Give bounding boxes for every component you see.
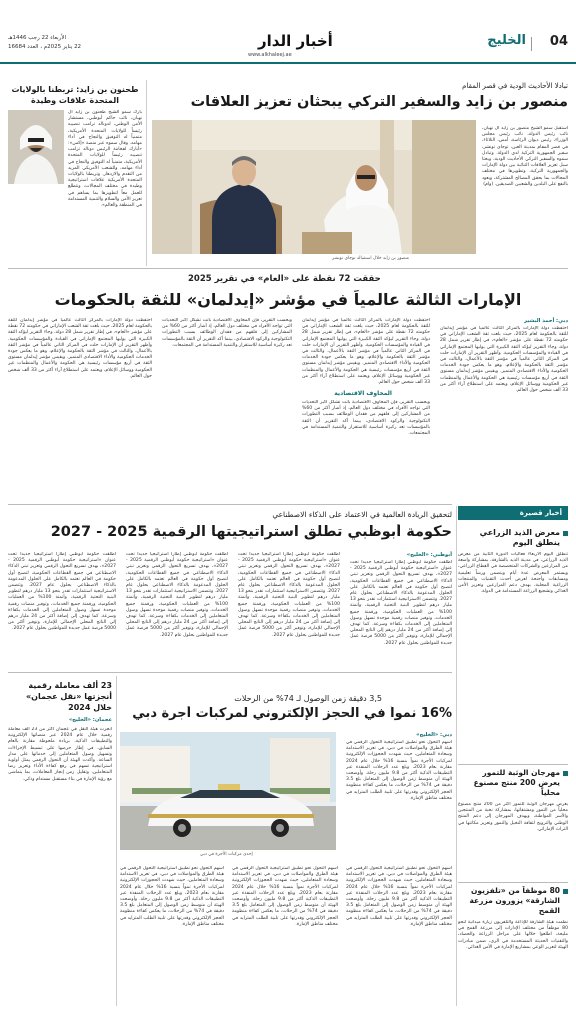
lead-kicker: تبادلا الأحاديث الودية في قصر المقام — [462, 82, 568, 90]
column-divider-ajman — [116, 676, 117, 1006]
story3-body-col2: أطلقت حكومة أبوظبي إطاراً استراتيجياً جديداً تحت عنوان «استراتيجية حكومة أبوظبي الرقمية 2025 - 2027»، بهدف تسريع التحول الرقمي وتعزيز تبني الذكاء الاصطناعي في جميع القطاعات الحكومية، لتصبح أول حكومة في العالم تعتمد بالكامل على الحلول المدعومة بالذكاء الاصطناعي بحلول عام 2027. وتتضمن الاستراتيجية استثمارات تقدر بنحو 13 مليار درهم لتطوير البنية التحتية الرقمية، وأتمتة 100% من العمليات الحكومية، ورقمنة جميع الخدمات، وتوفير منصات رقمية موحدة تسهل وصول المتعاملين إلى الخدمات بكفاءة وسرعة. كما تهدف إلى إضافة أكثر من 24 مليار درهم إلى الناتج المحلي الإجمالي للإمارة، وتوفير أكثر من 5000 فرصة عمل جديدة للمواطنين بحلول عام 2027. — [238, 552, 340, 638]
story4-body: أسهم التحول نحو تطبيق استراتيجية التحول الرقمي في هيئة الطرق والمواصلات في دبي، في تعزيز الاستدامة وسعادة المتعاملين، حيث شهدت الحجوزات الإلكترونية لمركبات الأجرة نمواً بنسبة 16% خلال عام 2024 مقارنة بعام 2023، وبلغ عدد الرحلات المنفذة عبر التطبيقات الذكية أكثر من 9.8 مليون رحلة. وأوضحت الهيئة أن متوسط زمن الوصول إلى المتعامل بلغ 3.5 دقيقة في 74% من الرحلات، ما يعكس كفاءة منظومة الحجز الإلكتروني وقدرتها على تلبية الطلب المتزايد في مختلف مناطق الإمارة. — [346, 740, 452, 801]
masthead — [0, 0, 576, 58]
brand-logo: الخليج — [487, 33, 526, 48]
brief-body: نظمت هيئة الشارقة للإذاعة والتلفزيون زيارة ميدانية لنحو 80 موظفاً من مختلف الإدارات إلى مزرعة القمح في مليحة، اطلعوا خلالها على مراحل الزراعة والحصاد، والتقنيات الحديثة المستخدمة في الري، ضمن مبادرات الهيئة لتعزيز الوعي بمشاريع الإمارة في الأمن الغذائي. — [458, 920, 568, 950]
story4-kicker: 3,5 دقيقة زمن الوصول لـ 74% من الرحلات — [234, 694, 382, 703]
story3-headline: حكومة أبوظبي تطلق استراتيجيتها الرقمية 2025 - 2027 — [50, 524, 452, 540]
story3-body-col3: أطلقت حكومة أبوظبي إطاراً استراتيجياً جديداً تحت عنوان «استراتيجية حكومة أبوظبي الرقمية 2025 - 2027»، بهدف تسريع التحول الرقمي وتعزيز تبني الذكاء الاصطناعي في جميع القطاعات الحكومية، لتصبح أول حكومة في العالم تعتمد بالكامل على الحلول المدعومة بالذكاء الاصطناعي بحلول عام 2027. وتتضمن الاستراتيجية استثمارات تقدر بنحو 13 مليار درهم لتطوير البنية التحتية الرقمية، وأتمتة 100% من العمليات الحكومية، ورقمنة جميع الخدمات، وتوفير منصات رقمية موحدة تسهل وصول المتعاملين إلى الخدمات بكفاءة وسرعة. كما تهدف إلى إضافة أكثر من 24 مليار درهم إلى الناتج المحلي الإجمالي للإمارة، وتوفير أكثر من 5000 فرصة عمل جديدة للمواطنين بحلول عام 2027. — [126, 552, 228, 638]
story-dubai-taxi — [120, 676, 452, 1006]
story2-headline: الإمارات الثالثة عالمياً في مؤشر «إيدلمان» للثقة بالحكومات — [54, 290, 522, 309]
section-rule — [8, 268, 568, 269]
story5-byline: عجمان: «الخليج» — [68, 717, 112, 723]
story2-body-col4: احتفظت دولة الإمارات بالمركز الثالث عالمياً في مؤشر إيدلمان للثقة بالحكومة لعام 2025، حيث بلغت ثقة الشعب الإماراتي في حكومته 72 نقطة على مؤشر «العام»، في إطار تقرير شمل 28 دولة، وجاء التقرير ليؤكد الثقة الكبيرة التي يوليها المجتمع الإماراتي في القيادة والمؤسسات الحكومية. وأظهر التقرير أن الإمارات حلت في المركز الثاني عالمياً في مؤشر الثقة بالأعمال، والثالث في مؤشر الثقة بالحكومة والإعلام، وهو ما يعكس جودة الخدمات الحكومية والأداء الاقتصادي المتميز. ويقيس مؤشر إيدلمان مستوى الثقة في أربع مؤسسات رئيسية هي الحكومة والأعمال والمنظمات غير الحكومية ووسائل الإعلام، ويعتمد على استطلاع آراء أكثر من 33 ألف شخص حول العالم. — [8, 318, 152, 379]
story4-byline: دبي: «الخليج» — [416, 732, 452, 738]
briefs-divider — [456, 506, 457, 1006]
story3-body-col4: أطلقت حكومة أبوظبي إطاراً استراتيجياً جديداً تحت عنوان «استراتيجية حكومة أبوظبي الرقمية 2025 - 2027»، بهدف تسريع التحول الرقمي وتعزيز تبني الذكاء الاصطناعي في جميع القطاعات الحكومية، لتصبح أول حكومة في العالم تعتمد بالكامل على الحلول المدعومة بالذكاء الاصطناعي بحلول عام 2027. وتتضمن الاستراتيجية استثمارات تقدر بنحو 13 مليار درهم لتطوير البنية التحتية الرقمية، وأتمتة 100% من العمليات الحكومية، ورقمنة جميع الخدمات، وتوفير منصات رقمية موحدة تسهل وصول المتعاملين إلى الخدمات بكفاءة وسرعة. كما تهدف إلى إضافة أكثر من 24 مليار درهم إلى الناتج المحلي الإجمالي للإمارة، وتوفير أكثر من 5000 فرصة عمل جديدة للمواطنين بحلول عام 2027. — [8, 552, 116, 632]
lead-caption: منصور بن زايد خلال استقباله توجاي تونشر — [332, 256, 410, 261]
briefs-title: أخبار قصيرة — [519, 509, 562, 517]
profile-headline: طحنون بن زايد: تربطنا بالولايات المتحدة علاقات وطيدة — [11, 85, 139, 105]
story3-kicker: لتحقيق الريادة العالمية في الاعتماد على الذكاء الاصطناعي — [272, 510, 452, 519]
brief-bullet-icon — [563, 531, 568, 536]
briefs-title-bar — [458, 506, 568, 520]
date-line: الأربعاء 22 رجب 1446هـ — [8, 35, 66, 41]
story2-kicker: حققت 72 نقطة على «العام» في تقرير 2025 — [188, 274, 381, 284]
section-rule-2 — [8, 504, 452, 505]
profile-body: بارك سمو الشيخ طحنون بن زايد آل نهيان، نائب حاكم أبوظبي، مستشار الأمن الوطني، لدونالد ترامب تنصيبه رئيساً للولايات المتحدة الأمريكية، متمنياً له التوفيق والنجاح في أداء مهامه. وقال سموه عبر منصة «إكس»: «أبارك لفخامة الرئيس دونالد ترامب تنصيبه رئيساً للولايات المتحدة الأمريكية، متمنياً له التوفيق والنجاح في أداء مهامه، وللشعب الأمريكي المزيد من التقدم والازدهار. وتربطنا بالولايات المتحدة الأمريكية علاقات استراتيجية وطيدة في مختلف المجالات، ونتطلع للعمل معاً لتطويرها بما يساهم في تعزيز الأمن والسلام والتنمية المستدامة في المنطقة والعالم». — [68, 110, 142, 209]
brief-body: تنطلق اليوم الأربعاء فعاليات الدورة الثانية من معرض الذيد الزراعي، في مدينة الذيد بالشارقة، بمشاركة واسعة من المزارعين والشركات المتخصصة في القطاع الزراعي، ويستمر المعرض عدة أيام ويتضمن ورشاً تعليمية ومسابقات وأجنحة لعرض أحدث التقنيات والمنتجات الزراعية المحلية، بهدف دعم المزارعين وتعزيز الأمن الغذائي وتشجيع الزراعة المستدامة في الدولة. — [458, 552, 568, 595]
brief-item — [458, 886, 568, 1012]
brief-divider — [458, 882, 568, 883]
taxi-caption: إحدى مركبات الأجرة في دبي — [200, 852, 253, 857]
profile-photo — [8, 110, 64, 184]
column-divider — [146, 80, 147, 266]
brief-item — [458, 528, 568, 752]
story5-headline: 23 ألف معاملة رقمية أنجزتها «نقل عجمان» خلال 2024 — [25, 681, 112, 712]
story2-body: احتفظت دولة الإمارات بالمركز الثالث عالمياً في مؤشر إيدلمان للثقة بالحكومة لعام 2025، حيث بلغت ثقة الشعب الإماراتي في حكومته 72 نقطة على مؤشر «العام»، في إطار تقرير شمل 28 دولة، وجاء التقرير ليؤكد الثقة الكبيرة التي يوليها المجتمع الإماراتي في القيادة والمؤسسات الحكومية. وأظهر التقرير أن الإمارات حلت في المركز الثاني عالمياً في مؤشر الثقة بالأعمال، والثالث في مؤشر الثقة بالحكومة والإعلام، وهو ما يعكس جودة الخدمات الحكومية والأداء الاقتصادي المتميز. ويقيس مؤشر إيدلمان مستوى الثقة في أربع مؤسسات رئيسية هي الحكومة والأعمال والمنظمات غير الحكومية ووسائل الإعلام، ويعتمد على استطلاع آراء أكثر من 33 ألف شخص حول العالم. — [440, 326, 568, 394]
story3-body: أطلقت حكومة أبوظبي إطاراً استراتيجياً جديداً تحت عنوان «استراتيجية حكومة أبوظبي الرقمية 2025 - 2027»، بهدف تسريع التحول الرقمي وتعزيز تبني الذكاء الاصطناعي في جميع القطاعات الحكومية، لتصبح أول حكومة في العالم تعتمد بالكامل على الحلول المدعومة بالذكاء الاصطناعي بحلول عام 2027. وتتضمن الاستراتيجية استثمارات تقدر بنحو 13 مليار درهم لتطوير البنية التحتية الرقمية، وأتمتة 100% من العمليات الحكومية، ورقمنة جميع الخدمات، وتوفير منصات رقمية موحدة تسهل وصول المتعاملين إلى الخدمات بكفاءة وسرعة. كما تهدف إلى إضافة أكثر من 24 مليار درهم إلى الناتج المحلي الإجمالي للإمارة، وتوفير أكثر من 5000 فرصة عمل جديدة للمواطنين بحلول عام 2027. — [350, 560, 452, 646]
lead-photo — [152, 120, 476, 254]
brief-body: يعرض مهرجان الوثبة للتمور أكثر من 200 منتج مصنوع محلياً من التمور ومشتقاتها، بمشاركة نخبة من المنتجين والأسر المواطنة، ويهدف المهرجان إلى دعم المنتج الوطني والترويج لثقافة النخيل والتمور وتعزيز مكانتها في التراث الإماراتي. — [458, 802, 568, 832]
brief-headline: 80 موظفاً من «تلفزيون الشارقة» يزورون مزرعة القمح — [469, 886, 560, 915]
briefs-column — [458, 506, 568, 1006]
story2-body2: وبحسب التقرير، فإن المخاوف الاقتصادية باتت تشكل أكبر التحديات التي تواجه الأفراد في مختلف دول العالم، إذ أشار أكثر من 60% من المشاركين إلى قلقهم من فقدان الوظائف بسبب التطورات التكنولوجية والركود الاقتصادي، بينما أكد التقرير أن الثقة بالمؤسسات تعد ركيزة أساسية للاستقرار والتنمية المستدامة في المجتمعات. — [302, 400, 430, 436]
story2-body2-col3: وبحسب التقرير، فإن المخاوف الاقتصادية باتت تشكل أكبر التحديات التي تواجه الأفراد في مختلف دول العالم، إذ أشار أكثر من 60% من المشاركين إلى قلقهم من فقدان الوظائف بسبب التطورات التكنولوجية والركود الاقتصادي، بينما أكد التقرير أن الثقة بالمؤسسات تعد ركيزة أساسية للاستقرار والتنمية المستدامة في المجتمعات. — [162, 318, 292, 348]
section-rule-3 — [8, 672, 452, 673]
story2-byline: دبي: أحمد البشير — [523, 318, 568, 324]
lead-headline: منصور بن زايد والسفير التركي يبحثان تعزيز العلاقات — [190, 94, 568, 110]
story4-body-col2: أسهم التحول نحو تطبيق استراتيجية التحول الرقمي في هيئة الطرق والمواصلات في دبي، في تعزيز الاستدامة وسعادة المتعاملين، حيث شهدت الحجوزات الإلكترونية لمركبات الأجرة نمواً بنسبة 16% خلال عام 2024 مقارنة بعام 2023، وبلغ عدد الرحلات المنفذة عبر التطبيقات الذكية أكثر من 9.8 مليون رحلة. وأوضحت الهيئة أن متوسط زمن الوصول إلى المتعامل بلغ 3.5 دقيقة في 74% من الرحلات، ما يعكس كفاءة منظومة الحجز الإلكتروني وقدرتها على تلبية الطلب المتزايد في مختلف مناطق الإمارة. — [346, 866, 452, 927]
story3-byline: أبوظبي: «الخليج» — [406, 552, 452, 558]
brief-headline: مهرجان الوثبة للتمور يعرض 200 منتج مصنوع محلياً — [473, 768, 560, 797]
story4-body-col3: أسهم التحول نحو تطبيق استراتيجية التحول الرقمي في هيئة الطرق والمواصلات في دبي، في تعزيز الاستدامة وسعادة المتعاملين، حيث شهدت الحجوزات الإلكترونية لمركبات الأجرة نمواً بنسبة 16% خلال عام 2024 مقارنة بعام 2023، وبلغ عدد الرحلات المنفذة عبر التطبيقات الذكية أكثر من 9.8 مليون رحلة. وأوضحت الهيئة أن متوسط زمن الوصول إلى المتعامل بلغ 3.5 دقيقة في 74% من الرحلات، ما يعكس كفاءة منظومة الحجز الإلكتروني وقدرتها على تلبية الطلب المتزايد في مختلف مناطق الإمارة. — [232, 866, 338, 927]
brief-item — [458, 768, 568, 886]
story4-body-col4: أسهم التحول نحو تطبيق استراتيجية التحول الرقمي في هيئة الطرق والمواصلات في دبي، في تعزيز الاستدامة وسعادة المتعاملين، حيث شهدت الحجوزات الإلكترونية لمركبات الأجرة نمواً بنسبة 16% خلال عام 2024 مقارنة بعام 2023، وبلغ عدد الرحلات المنفذة عبر التطبيقات الذكية أكثر من 9.8 مليون رحلة. وأوضحت الهيئة أن متوسط زمن الوصول إلى المتعامل بلغ 3.5 دقيقة في 74% من الرحلات، ما يعكس كفاءة منظومة الحجز الإلكتروني وقدرتها على تلبية الطلب المتزايد في مختلف مناطق الإمارة. — [120, 866, 224, 927]
section-title: أخبار الدار — [258, 32, 333, 50]
lead-body: استقبل سمو الشيخ منصور بن زايد آل نهيان، نائب رئيس الدولة، نائب رئيس مجلس الوزراء، رئيس ديوان الرئاسة، أمس، الثلاثاء، في قصر المقام بمدينة العين، توجاي تونشر، سفير الجمهورية التركية لدى الدولة. وتبادل سموه والسفير التركي الأحاديث الودية، وبحثا سبل تعزيز العلاقات الثنائية بين دولة الإمارات والجمهورية التركية، وتطويرها في مختلف المجالات بما يحقق المصالح المشتركة، ويعود بالنفع على البلدين والشعبين الصديقين. (وام) — [482, 126, 568, 187]
brief-headline: معرض الذيد الزراعي ينطلق اليوم — [479, 528, 560, 547]
story2-subhead: المخاوف الاقتصادية — [334, 390, 392, 397]
story-abu-dhabi-digital — [8, 508, 452, 668]
brief-bullet-icon — [563, 771, 568, 776]
story2-body-col2: احتفظت دولة الإمارات بالمركز الثالث عالمياً في مؤشر إيدلمان للثقة بالحكومة لعام 2025، حيث بلغت ثقة الشعب الإماراتي في حكومته 72 نقطة على مؤشر «العام»، في إطار تقرير شمل 28 دولة، وجاء التقرير ليؤكد الثقة الكبيرة التي يوليها المجتمع الإماراتي في القيادة والمؤسسات الحكومية. وأظهر التقرير أن الإمارات حلت في المركز الثاني عالمياً في مؤشر الثقة بالأعمال، والثالث في مؤشر الثقة بالحكومة والإعلام، وهو ما يعكس جودة الخدمات الحكومية والأداء الاقتصادي المتميز. ويقيس مؤشر إيدلمان مستوى الثقة في أربع مؤسسات رئيسية هي الحكومة والأعمال والمنظمات غير الحكومية ووسائل الإعلام، ويعتمد على استطلاع آراء أكثر من 33 ألف شخص حول العالم. — [302, 318, 430, 386]
masthead-rule — [0, 62, 576, 64]
page-number: 04 — [549, 34, 568, 49]
story-edelman — [8, 270, 568, 440]
story-ajman-transport — [8, 680, 112, 1006]
story4-headline: 16% نمواً في الحجز الإلكتروني لمركبات أجرة دبي — [132, 706, 452, 721]
brief-bullet-icon — [563, 889, 568, 894]
date-line-issue: 22 يناير 2025م ، العدد 16684 — [8, 44, 82, 50]
divider — [531, 37, 532, 51]
profile-sidebar — [8, 84, 142, 264]
story5-body: أنجزت هيئة النقل في عجمان أكثر من 23 ألف معاملة رقمية خلال عام 2024 عبر منصاتها الإلكترونية والتطبيقات الذكية، بزيادة ملحوظة مقارنة بالعام السابق، في إطار حرصها على تبسيط الإجراءات وتسهيل وصول المتعاملين إلى خدماتها على مدار الساعة. وأكدت الهيئة أن التحول الرقمي يمثل أولوية استراتيجية تسهم في رفع كفاءة الأداء وتعزيز رضا المتعاملين، وتقليل زمن إنجاز المعاملات، بما يتماشى مع رؤية الإمارة في بناء مستقبل مستدام وذكي. — [8, 727, 112, 782]
brief-divider — [458, 764, 568, 765]
taxi-photo — [120, 732, 336, 850]
website: www.alkhaleej.ae — [248, 52, 292, 58]
lead-story — [152, 80, 568, 266]
